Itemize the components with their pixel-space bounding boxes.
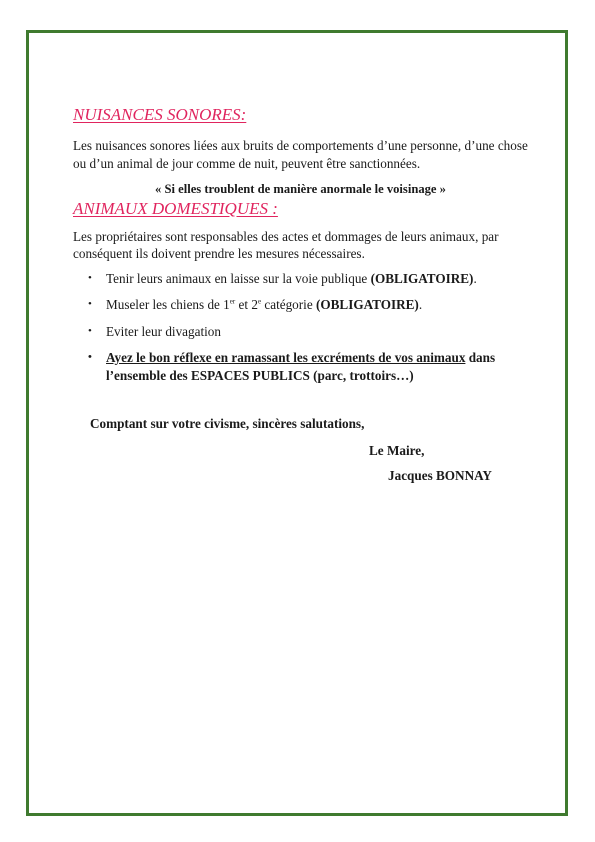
bullet-icon: •: [88, 324, 92, 337]
list-item: [86, 323, 528, 341]
item-text: Museler les chiens de 1: [106, 297, 230, 312]
item-superscript: e: [257, 297, 262, 306]
item-tail: .: [418, 297, 423, 312]
section-title-animaux: ANIMAUX DOMESTIQUES :: [73, 198, 278, 218]
list-item: [86, 270, 528, 288]
closing-salutation: Comptant sur votre civisme, sincères salutations,: [90, 416, 365, 431]
nuisances-paragraph: Les nuisances sonores liées aux bruits de comportements d’une personne, d’une chose ou d’un animal de jour comme de nuit, peuvent être sanctionnées.: [73, 138, 528, 171]
item-superscript: er: [229, 297, 236, 306]
item-bold: (OBLIGATOIRE): [370, 270, 474, 286]
list-item: [86, 349, 528, 384]
item-bold: (OBLIGATOIRE): [315, 297, 419, 312]
item-text: Tenir leurs animaux en laisse sur la voie publique: [106, 270, 371, 286]
bullet-icon: •: [88, 298, 92, 310]
measures-list: [73, 270, 528, 385]
bullet-icon: •: [88, 351, 92, 363]
item-text: Eviter leur divagation: [106, 323, 221, 339]
list-item: [86, 296, 528, 314]
item-text: catégorie: [261, 297, 316, 312]
item-underlined: Ayez le bon réflexe en ramassant les excréments de vos animaux: [106, 350, 466, 365]
animaux-paragraph: Les propriétaires sont responsables des actes et dommages de leurs animaux, par conséquent ils doivent prendre les mesures nécessaires.: [73, 228, 499, 261]
item-text: dans l’ensemble des ESPACES PUBLICS (parc, trottoirs…): [106, 350, 496, 383]
signature-title: Le Maire,: [369, 442, 425, 458]
item-text: et 2: [235, 297, 258, 312]
section-title-nuisances: NUISANCES SONORES:: [73, 105, 247, 124]
signature-name: Jacques BONNAY: [388, 468, 492, 483]
item-tail: .: [473, 270, 477, 286]
bullet-icon: •: [88, 271, 92, 284]
letter-content: [73, 105, 528, 485]
nuisances-quote: « Si elles troublent de manière anormale le voisinage »: [155, 182, 446, 196]
